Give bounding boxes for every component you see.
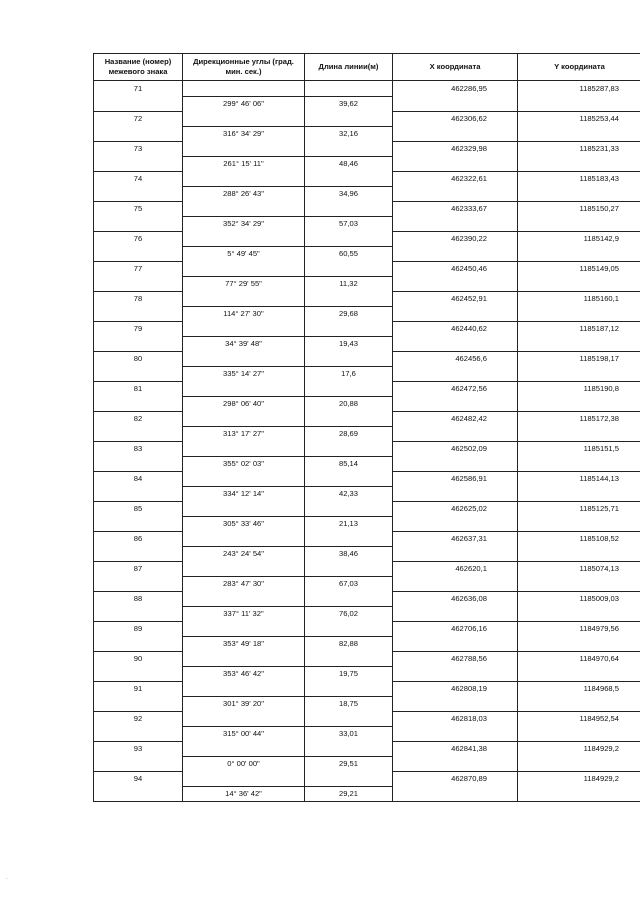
x-coordinate: 462333,67 bbox=[393, 201, 518, 216]
empty-cell bbox=[518, 786, 640, 802]
point-name: 75 bbox=[94, 201, 183, 216]
empty-cell bbox=[94, 306, 183, 321]
empty-cell bbox=[518, 546, 640, 561]
empty-cell bbox=[305, 561, 393, 576]
empty-cell bbox=[94, 726, 183, 741]
direction-angle: 337° 11' 32" bbox=[183, 606, 305, 621]
empty-cell bbox=[305, 291, 393, 306]
line-length: 29,68 bbox=[305, 306, 393, 321]
x-coordinate: 462306,62 bbox=[393, 111, 518, 126]
table-row-line bbox=[94, 396, 640, 411]
empty-cell bbox=[94, 576, 183, 591]
table-row-point bbox=[94, 261, 640, 276]
empty-cell bbox=[183, 471, 305, 486]
x-coordinate: 462636,08 bbox=[393, 591, 518, 606]
y-coordinate: 1185150,27 bbox=[518, 201, 640, 216]
x-coordinate: 462586,91 bbox=[393, 471, 518, 486]
y-coordinate: 1184970,64 bbox=[518, 651, 640, 666]
empty-cell bbox=[305, 591, 393, 606]
table-row-point bbox=[94, 741, 640, 756]
table-row-point bbox=[94, 681, 640, 696]
empty-cell bbox=[393, 276, 518, 291]
direction-angle: 301° 39' 20" bbox=[183, 696, 305, 711]
empty-cell bbox=[305, 411, 393, 426]
table-row-line bbox=[94, 666, 640, 681]
empty-cell bbox=[518, 576, 640, 591]
empty-cell bbox=[305, 171, 393, 186]
table-row-line bbox=[94, 156, 640, 171]
table-row-point bbox=[94, 171, 640, 186]
y-coordinate: 1185144,13 bbox=[518, 471, 640, 486]
empty-cell bbox=[94, 366, 183, 381]
x-coordinate: 462390,22 bbox=[393, 231, 518, 246]
line-length: 19,43 bbox=[305, 336, 393, 351]
table-row-line bbox=[94, 606, 640, 621]
empty-cell bbox=[94, 516, 183, 531]
empty-cell bbox=[518, 486, 640, 501]
point-name: 83 bbox=[94, 441, 183, 456]
y-coordinate: 1184952,54 bbox=[518, 711, 640, 726]
empty-cell bbox=[183, 201, 305, 216]
table-row-point bbox=[94, 771, 640, 786]
empty-cell bbox=[393, 156, 518, 171]
direction-angle: 283° 47' 30" bbox=[183, 576, 305, 591]
direction-angle: 5° 49' 45" bbox=[183, 246, 305, 261]
x-coordinate: 462818,03 bbox=[393, 711, 518, 726]
direction-angle: 305° 33' 46" bbox=[183, 516, 305, 531]
y-coordinate: 1185160,1 bbox=[518, 291, 640, 306]
empty-cell bbox=[393, 126, 518, 141]
empty-cell bbox=[393, 516, 518, 531]
empty-cell bbox=[94, 786, 183, 802]
empty-cell bbox=[305, 441, 393, 456]
empty-cell bbox=[94, 216, 183, 231]
empty-cell bbox=[305, 81, 393, 97]
empty-cell bbox=[518, 186, 640, 201]
empty-cell bbox=[518, 456, 640, 471]
header-x-coordinate: X координата bbox=[393, 54, 518, 81]
empty-cell bbox=[393, 606, 518, 621]
table-row-point bbox=[94, 201, 640, 216]
header-line-length: Длина линии(м) bbox=[305, 54, 393, 81]
table-row-line bbox=[94, 186, 640, 201]
x-coordinate: 462620,1 bbox=[393, 561, 518, 576]
empty-cell bbox=[183, 381, 305, 396]
direction-angle: 335° 14' 27" bbox=[183, 366, 305, 381]
y-coordinate: 1184929,2 bbox=[518, 741, 640, 756]
header-point-name: Название (номер) межевого знака bbox=[94, 54, 183, 81]
y-coordinate: 1185149,05 bbox=[518, 261, 640, 276]
boundary-coordinates-table bbox=[93, 53, 640, 802]
y-coordinate: 1185198,17 bbox=[518, 351, 640, 366]
direction-angle: 353° 46' 42" bbox=[183, 666, 305, 681]
point-name: 76 bbox=[94, 231, 183, 246]
table-row-point bbox=[94, 351, 640, 366]
empty-cell bbox=[94, 96, 183, 111]
empty-cell bbox=[183, 441, 305, 456]
x-coordinate: 462456,6 bbox=[393, 351, 518, 366]
empty-cell bbox=[94, 696, 183, 711]
table-row-line bbox=[94, 366, 640, 381]
line-length: 33,01 bbox=[305, 726, 393, 741]
empty-cell bbox=[94, 546, 183, 561]
direction-angle: 0° 00' 00" bbox=[183, 756, 305, 771]
empty-cell bbox=[183, 291, 305, 306]
x-coordinate: 462841,38 bbox=[393, 741, 518, 756]
empty-cell bbox=[183, 351, 305, 366]
empty-cell bbox=[305, 351, 393, 366]
empty-cell bbox=[183, 591, 305, 606]
empty-cell bbox=[393, 546, 518, 561]
empty-cell bbox=[393, 216, 518, 231]
empty-cell bbox=[94, 666, 183, 681]
line-length: 42,33 bbox=[305, 486, 393, 501]
empty-cell bbox=[393, 336, 518, 351]
point-name: 89 bbox=[94, 621, 183, 636]
table-row-line bbox=[94, 696, 640, 711]
table-row-line bbox=[94, 486, 640, 501]
empty-cell bbox=[393, 306, 518, 321]
direction-angle: 14° 36' 42" bbox=[183, 786, 305, 802]
y-coordinate: 1185231,33 bbox=[518, 141, 640, 156]
y-coordinate: 1185253,44 bbox=[518, 111, 640, 126]
point-name: 84 bbox=[94, 471, 183, 486]
y-coordinate: 1185187,12 bbox=[518, 321, 640, 336]
table-row-point bbox=[94, 291, 640, 306]
empty-cell bbox=[183, 681, 305, 696]
x-coordinate: 462706,16 bbox=[393, 621, 518, 636]
direction-angle: 355° 02' 03" bbox=[183, 456, 305, 471]
point-name: 93 bbox=[94, 741, 183, 756]
direction-angle: 299° 46' 06" bbox=[183, 96, 305, 111]
line-length: 85,14 bbox=[305, 456, 393, 471]
empty-cell bbox=[518, 756, 640, 771]
table-row-line bbox=[94, 96, 640, 111]
empty-cell bbox=[305, 231, 393, 246]
table-row-point bbox=[94, 651, 640, 666]
empty-cell bbox=[94, 606, 183, 621]
scan-speck: · bbox=[6, 876, 8, 882]
point-name: 77 bbox=[94, 261, 183, 276]
x-coordinate: 462637,31 bbox=[393, 531, 518, 546]
direction-angle: 313° 17' 27" bbox=[183, 426, 305, 441]
table-row-point bbox=[94, 621, 640, 636]
table-row-line bbox=[94, 216, 640, 231]
empty-cell bbox=[518, 126, 640, 141]
table-row-point bbox=[94, 471, 640, 486]
x-coordinate: 462482,42 bbox=[393, 411, 518, 426]
point-name: 87 bbox=[94, 561, 183, 576]
line-length: 38,46 bbox=[305, 546, 393, 561]
empty-cell bbox=[183, 561, 305, 576]
table-row-line bbox=[94, 426, 640, 441]
table-row-line bbox=[94, 726, 640, 741]
table-row-line bbox=[94, 246, 640, 261]
line-length: 18,75 bbox=[305, 696, 393, 711]
line-length: 19,75 bbox=[305, 666, 393, 681]
y-coordinate: 1185183,43 bbox=[518, 171, 640, 186]
table-row-line bbox=[94, 336, 640, 351]
y-coordinate: 1185287,83 bbox=[518, 81, 640, 97]
empty-cell bbox=[305, 651, 393, 666]
point-name: 86 bbox=[94, 531, 183, 546]
table-row-point bbox=[94, 321, 640, 336]
empty-cell bbox=[393, 726, 518, 741]
empty-cell bbox=[305, 471, 393, 486]
empty-cell bbox=[183, 651, 305, 666]
direction-angle: 352° 34' 29" bbox=[183, 216, 305, 231]
table-header-row bbox=[94, 54, 640, 81]
empty-cell bbox=[183, 411, 305, 426]
point-name: 91 bbox=[94, 681, 183, 696]
direction-angle: 34° 39' 48" bbox=[183, 336, 305, 351]
empty-cell bbox=[183, 771, 305, 786]
empty-cell bbox=[305, 321, 393, 336]
empty-cell bbox=[305, 201, 393, 216]
x-coordinate: 462625,02 bbox=[393, 501, 518, 516]
direction-angle: 77° 29' 55" bbox=[183, 276, 305, 291]
direction-angle: 261° 15' 11" bbox=[183, 156, 305, 171]
x-coordinate: 462788,56 bbox=[393, 651, 518, 666]
empty-cell bbox=[393, 246, 518, 261]
empty-cell bbox=[393, 636, 518, 651]
empty-cell bbox=[305, 681, 393, 696]
y-coordinate: 1184979,56 bbox=[518, 621, 640, 636]
x-coordinate: 462870,89 bbox=[393, 771, 518, 786]
point-name: 73 bbox=[94, 141, 183, 156]
y-coordinate: 1185108,52 bbox=[518, 531, 640, 546]
table-row-point bbox=[94, 501, 640, 516]
line-length: 20,88 bbox=[305, 396, 393, 411]
table-row-point bbox=[94, 591, 640, 606]
empty-cell bbox=[94, 756, 183, 771]
empty-cell bbox=[94, 156, 183, 171]
line-length: 67,03 bbox=[305, 576, 393, 591]
empty-cell bbox=[94, 426, 183, 441]
table-row-line bbox=[94, 636, 640, 651]
empty-cell bbox=[183, 741, 305, 756]
empty-cell bbox=[393, 96, 518, 111]
point-name: 78 bbox=[94, 291, 183, 306]
y-coordinate: 1185074,13 bbox=[518, 561, 640, 576]
point-name: 82 bbox=[94, 411, 183, 426]
table-row-line bbox=[94, 276, 640, 291]
empty-cell bbox=[183, 231, 305, 246]
table-row-point bbox=[94, 441, 640, 456]
empty-cell bbox=[183, 711, 305, 726]
empty-cell bbox=[393, 456, 518, 471]
direction-angle: 114° 27' 30" bbox=[183, 306, 305, 321]
empty-cell bbox=[94, 456, 183, 471]
empty-cell bbox=[518, 396, 640, 411]
x-coordinate: 462440,62 bbox=[393, 321, 518, 336]
line-length: 21,13 bbox=[305, 516, 393, 531]
empty-cell bbox=[393, 576, 518, 591]
empty-cell bbox=[94, 126, 183, 141]
point-name: 72 bbox=[94, 111, 183, 126]
empty-cell bbox=[94, 276, 183, 291]
table-row-line bbox=[94, 756, 640, 771]
table-row-line bbox=[94, 126, 640, 141]
table-row-line bbox=[94, 786, 640, 802]
table-row-line bbox=[94, 306, 640, 321]
empty-cell bbox=[518, 666, 640, 681]
empty-cell bbox=[305, 501, 393, 516]
line-length: 57,03 bbox=[305, 216, 393, 231]
empty-cell bbox=[518, 636, 640, 651]
empty-cell bbox=[183, 531, 305, 546]
direction-angle: 243° 24' 54" bbox=[183, 546, 305, 561]
empty-cell bbox=[305, 711, 393, 726]
table-row-point bbox=[94, 111, 640, 126]
y-coordinate: 1185142,9 bbox=[518, 231, 640, 246]
point-name: 80 bbox=[94, 351, 183, 366]
direction-angle: 334° 12' 14" bbox=[183, 486, 305, 501]
header-direction-angle: Дирекционные углы (град. мин. сек.) bbox=[183, 54, 305, 81]
empty-cell bbox=[94, 336, 183, 351]
empty-cell bbox=[94, 636, 183, 651]
empty-cell bbox=[518, 366, 640, 381]
table-row-point bbox=[94, 231, 640, 246]
point-name: 71 bbox=[94, 81, 183, 97]
empty-cell bbox=[94, 396, 183, 411]
direction-angle: 315° 00' 44" bbox=[183, 726, 305, 741]
table-row-point bbox=[94, 141, 640, 156]
empty-cell bbox=[518, 246, 640, 261]
empty-cell bbox=[393, 186, 518, 201]
point-name: 88 bbox=[94, 591, 183, 606]
empty-cell bbox=[305, 261, 393, 276]
empty-cell bbox=[393, 486, 518, 501]
point-name: 74 bbox=[94, 171, 183, 186]
empty-cell bbox=[305, 741, 393, 756]
x-coordinate: 462450,46 bbox=[393, 261, 518, 276]
empty-cell bbox=[518, 516, 640, 531]
empty-cell bbox=[518, 726, 640, 741]
empty-cell bbox=[305, 141, 393, 156]
empty-cell bbox=[518, 96, 640, 111]
point-name: 92 bbox=[94, 711, 183, 726]
empty-cell bbox=[518, 306, 640, 321]
line-length: 32,16 bbox=[305, 126, 393, 141]
y-coordinate: 1184968,5 bbox=[518, 681, 640, 696]
empty-cell bbox=[393, 366, 518, 381]
empty-cell bbox=[518, 156, 640, 171]
table-row-point bbox=[94, 531, 640, 546]
point-name: 90 bbox=[94, 651, 183, 666]
empty-cell bbox=[305, 111, 393, 126]
empty-cell bbox=[183, 81, 305, 97]
empty-cell bbox=[393, 666, 518, 681]
table-row-line bbox=[94, 516, 640, 531]
empty-cell bbox=[393, 426, 518, 441]
x-coordinate: 462808,19 bbox=[393, 681, 518, 696]
line-length: 11,32 bbox=[305, 276, 393, 291]
point-name: 85 bbox=[94, 501, 183, 516]
line-length: 29,51 bbox=[305, 756, 393, 771]
empty-cell bbox=[183, 321, 305, 336]
empty-cell bbox=[393, 696, 518, 711]
empty-cell bbox=[305, 621, 393, 636]
empty-cell bbox=[393, 756, 518, 771]
line-length: 76,02 bbox=[305, 606, 393, 621]
empty-cell bbox=[183, 261, 305, 276]
line-length: 29,21 bbox=[305, 786, 393, 802]
table-row-point bbox=[94, 81, 640, 97]
table-row-point bbox=[94, 711, 640, 726]
empty-cell bbox=[518, 276, 640, 291]
y-coordinate: 1185151,5 bbox=[518, 441, 640, 456]
y-coordinate: 1185125,71 bbox=[518, 501, 640, 516]
x-coordinate: 462329,98 bbox=[393, 141, 518, 156]
empty-cell bbox=[183, 111, 305, 126]
header-y-coordinate: Y координата bbox=[518, 54, 640, 81]
empty-cell bbox=[94, 486, 183, 501]
line-length: 39,62 bbox=[305, 96, 393, 111]
direction-angle: 316° 34' 29" bbox=[183, 126, 305, 141]
line-length: 28,69 bbox=[305, 426, 393, 441]
empty-cell bbox=[518, 336, 640, 351]
y-coordinate: 1185190,8 bbox=[518, 381, 640, 396]
x-coordinate: 462452,91 bbox=[393, 291, 518, 306]
empty-cell bbox=[183, 171, 305, 186]
empty-cell bbox=[393, 786, 518, 802]
x-coordinate: 462502,09 bbox=[393, 441, 518, 456]
line-length: 60,55 bbox=[305, 246, 393, 261]
point-name: 79 bbox=[94, 321, 183, 336]
table-row-point bbox=[94, 381, 640, 396]
empty-cell bbox=[518, 216, 640, 231]
empty-cell bbox=[518, 696, 640, 711]
direction-angle: 298° 06' 40" bbox=[183, 396, 305, 411]
x-coordinate: 462472,56 bbox=[393, 381, 518, 396]
direction-angle: 288° 26' 43" bbox=[183, 186, 305, 201]
line-length: 82,88 bbox=[305, 636, 393, 651]
line-length: 48,46 bbox=[305, 156, 393, 171]
line-length: 17,6 bbox=[305, 366, 393, 381]
point-name: 81 bbox=[94, 381, 183, 396]
direction-angle: 353° 49' 18" bbox=[183, 636, 305, 651]
line-length: 34,96 bbox=[305, 186, 393, 201]
empty-cell bbox=[94, 246, 183, 261]
x-coordinate: 462286,95 bbox=[393, 81, 518, 97]
empty-cell bbox=[183, 621, 305, 636]
table-body bbox=[94, 81, 640, 802]
empty-cell bbox=[183, 501, 305, 516]
empty-cell bbox=[305, 531, 393, 546]
empty-cell bbox=[94, 186, 183, 201]
table-row-line bbox=[94, 456, 640, 471]
x-coordinate: 462322,61 bbox=[393, 171, 518, 186]
table-row-line bbox=[94, 546, 640, 561]
y-coordinate: 1185009,03 bbox=[518, 591, 640, 606]
table-row-line bbox=[94, 576, 640, 591]
empty-cell bbox=[183, 141, 305, 156]
table-row-point bbox=[94, 411, 640, 426]
empty-cell bbox=[305, 381, 393, 396]
empty-cell bbox=[518, 426, 640, 441]
empty-cell bbox=[305, 771, 393, 786]
table-row-point bbox=[94, 561, 640, 576]
coordinates-sheet bbox=[93, 53, 640, 802]
y-coordinate: 1185172,38 bbox=[518, 411, 640, 426]
empty-cell bbox=[518, 606, 640, 621]
point-name: 94 bbox=[94, 771, 183, 786]
y-coordinate: 1184929,2 bbox=[518, 771, 640, 786]
empty-cell bbox=[393, 396, 518, 411]
